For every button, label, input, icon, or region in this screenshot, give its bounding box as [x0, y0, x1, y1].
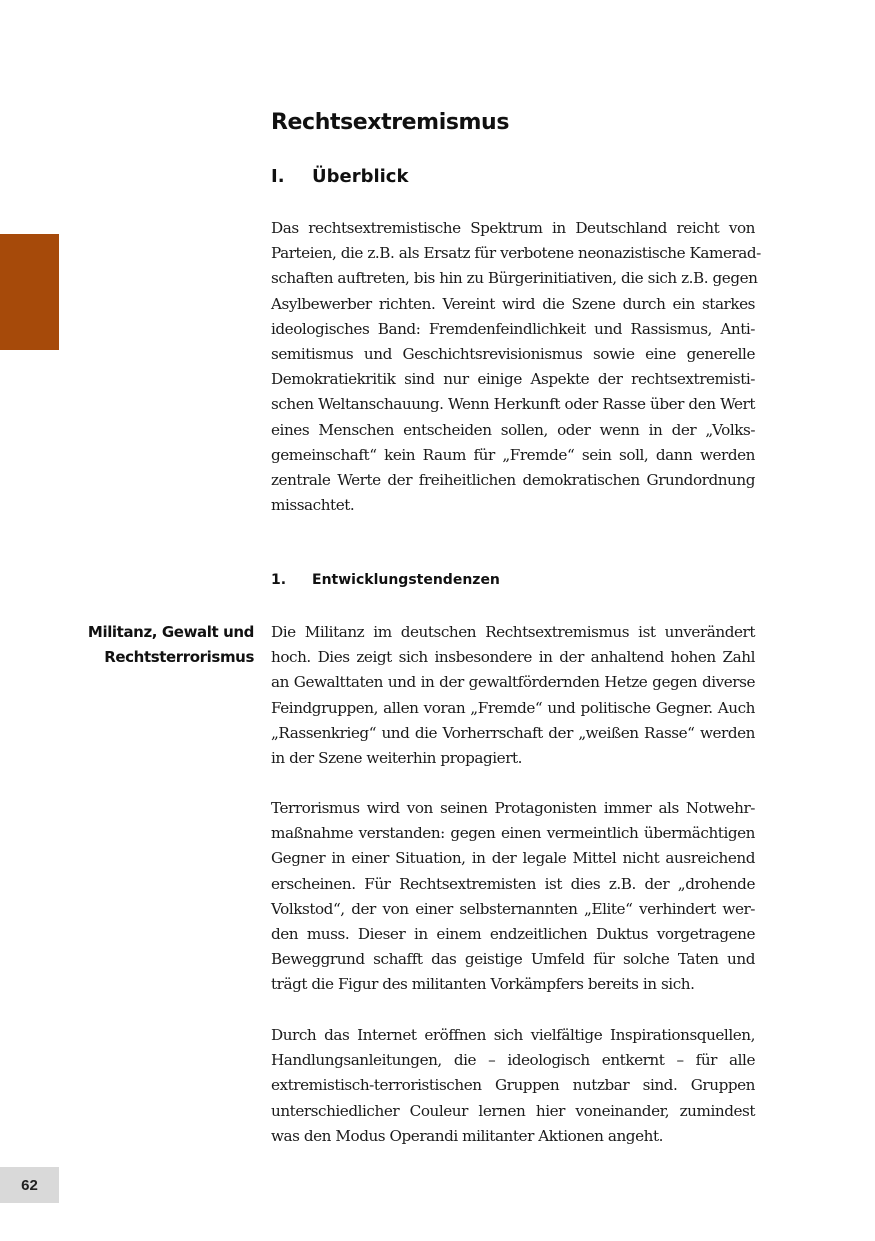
- intro-paragraph: [271, 216, 761, 518]
- text-line: Asylbewerber richten. Vereint wird die Szene durch ein starkes: [271, 294, 755, 313]
- text-line: Terrorismus wird von seinen Protagonisten immer als Notwehr-: [271, 799, 755, 817]
- section-heading: [271, 166, 408, 187]
- text-line: Beweggrund schafft das geistige Umfeld für solche Taten und: [271, 950, 755, 969]
- subsection-title: Entwicklungstendenzen: [312, 572, 500, 588]
- section-title: Überblick: [312, 166, 409, 187]
- text-line: Gegner in einer Situation, in der legale Mittel nicht ausreichend: [271, 849, 755, 868]
- text-line: unterschiedlicher Couleur lernen hier voneinander, zumindest: [271, 1101, 755, 1120]
- page-number: 62: [0, 1167, 59, 1203]
- subsection-number: 1.: [271, 572, 287, 588]
- text-line: missachtet.: [271, 496, 355, 515]
- text-line: zentrale Werte der freiheitlichen demokratischen Grundordnung: [271, 471, 755, 490]
- paragraph-terrorismus: [271, 796, 755, 998]
- text-line: eines Menschen entscheiden sollen, oder wenn in der „Volks-: [271, 420, 755, 439]
- text-line: Handlungsanleitungen, die – ideologisch entkernt – für alle: [271, 1051, 755, 1070]
- text-line: Feindgruppen, allen voran „Fremde“ und politische Gegner. Auch: [271, 698, 755, 717]
- margin-note: [60, 620, 254, 670]
- section-number: I.: [271, 166, 285, 187]
- text-line: schaften auftreten, bis hin zu Bürgerinitiativen, die sich z.B. gegen: [271, 269, 758, 288]
- text-line: schen Weltanschauung. Wenn Herkunft oder Rasse über den Wert: [271, 395, 755, 414]
- text-line: hoch. Dies zeigt sich insbesondere in der anhaltend hohen Zahl: [271, 648, 755, 667]
- text-line: Durch das Internet eröffnen sich vielfältige Inspirationsquellen,: [271, 1026, 755, 1044]
- text-line: an Gewalttaten und in der gewaltfördernden Hetze gegen diverse: [271, 673, 755, 692]
- text-line: in der Szene weiterhin propagiert.: [271, 749, 523, 768]
- text-line: Parteien, die z.B. als Ersatz für verbotene neonazistische Kamerad-: [271, 244, 761, 263]
- text-line: Volkstod“, der von einer selbsternannten „Elite“ verhindert wer-: [271, 899, 755, 918]
- chapter-color-tab: [0, 234, 59, 350]
- text-line: maßnahme verstanden: gegen einen vermeintlich übermächtigen: [271, 824, 755, 843]
- text-line: was den Modus Operandi militanter Aktionen angeht.: [271, 1126, 663, 1145]
- text-line: extremistisch-terroristischen Gruppen nutzbar sind. Gruppen: [271, 1076, 755, 1095]
- text-line: „Rassenkrieg“ und die Vorherrschaft der „weißen Rasse“ werden: [271, 723, 755, 742]
- text-line: Das rechtsextremistische Spektrum in Deutschland reicht von: [271, 219, 755, 237]
- text-line: Die Militanz im deutschen Rechtsextremismus ist unverändert: [271, 623, 755, 641]
- text-line: semitismus und Geschichtsrevisionismus sowie eine generelle: [271, 345, 755, 364]
- page-title: Rechtsextremismus: [271, 110, 510, 135]
- paragraph-internet: [271, 1023, 755, 1149]
- text-line: erscheinen. Für Rechtsextremisten ist dies z.B. der „drohende: [271, 874, 755, 893]
- subsection-heading: [271, 572, 500, 588]
- text-line: den muss. Dieser in einem endzeitlichen Duktus vorgetragene: [271, 925, 755, 944]
- margin-note-line: Militanz, Gewalt und: [87, 623, 254, 641]
- text-line: Demokratiekritik sind nur einige Aspekte der rechtsextremisti-: [271, 370, 755, 389]
- text-line: ideologisches Band: Fremdenfeindlichkeit und Rassismus, Anti-: [271, 319, 755, 338]
- paragraph-militanz: [271, 620, 755, 771]
- text-line: gemeinschaft“ kein Raum für „Fremde“ sein soll, dann werden: [271, 445, 755, 464]
- margin-note-line: Rechtsterrorismus: [104, 648, 254, 666]
- text-line: trägt die Figur des militanten Vorkämpfers bereits in sich.: [271, 975, 695, 994]
